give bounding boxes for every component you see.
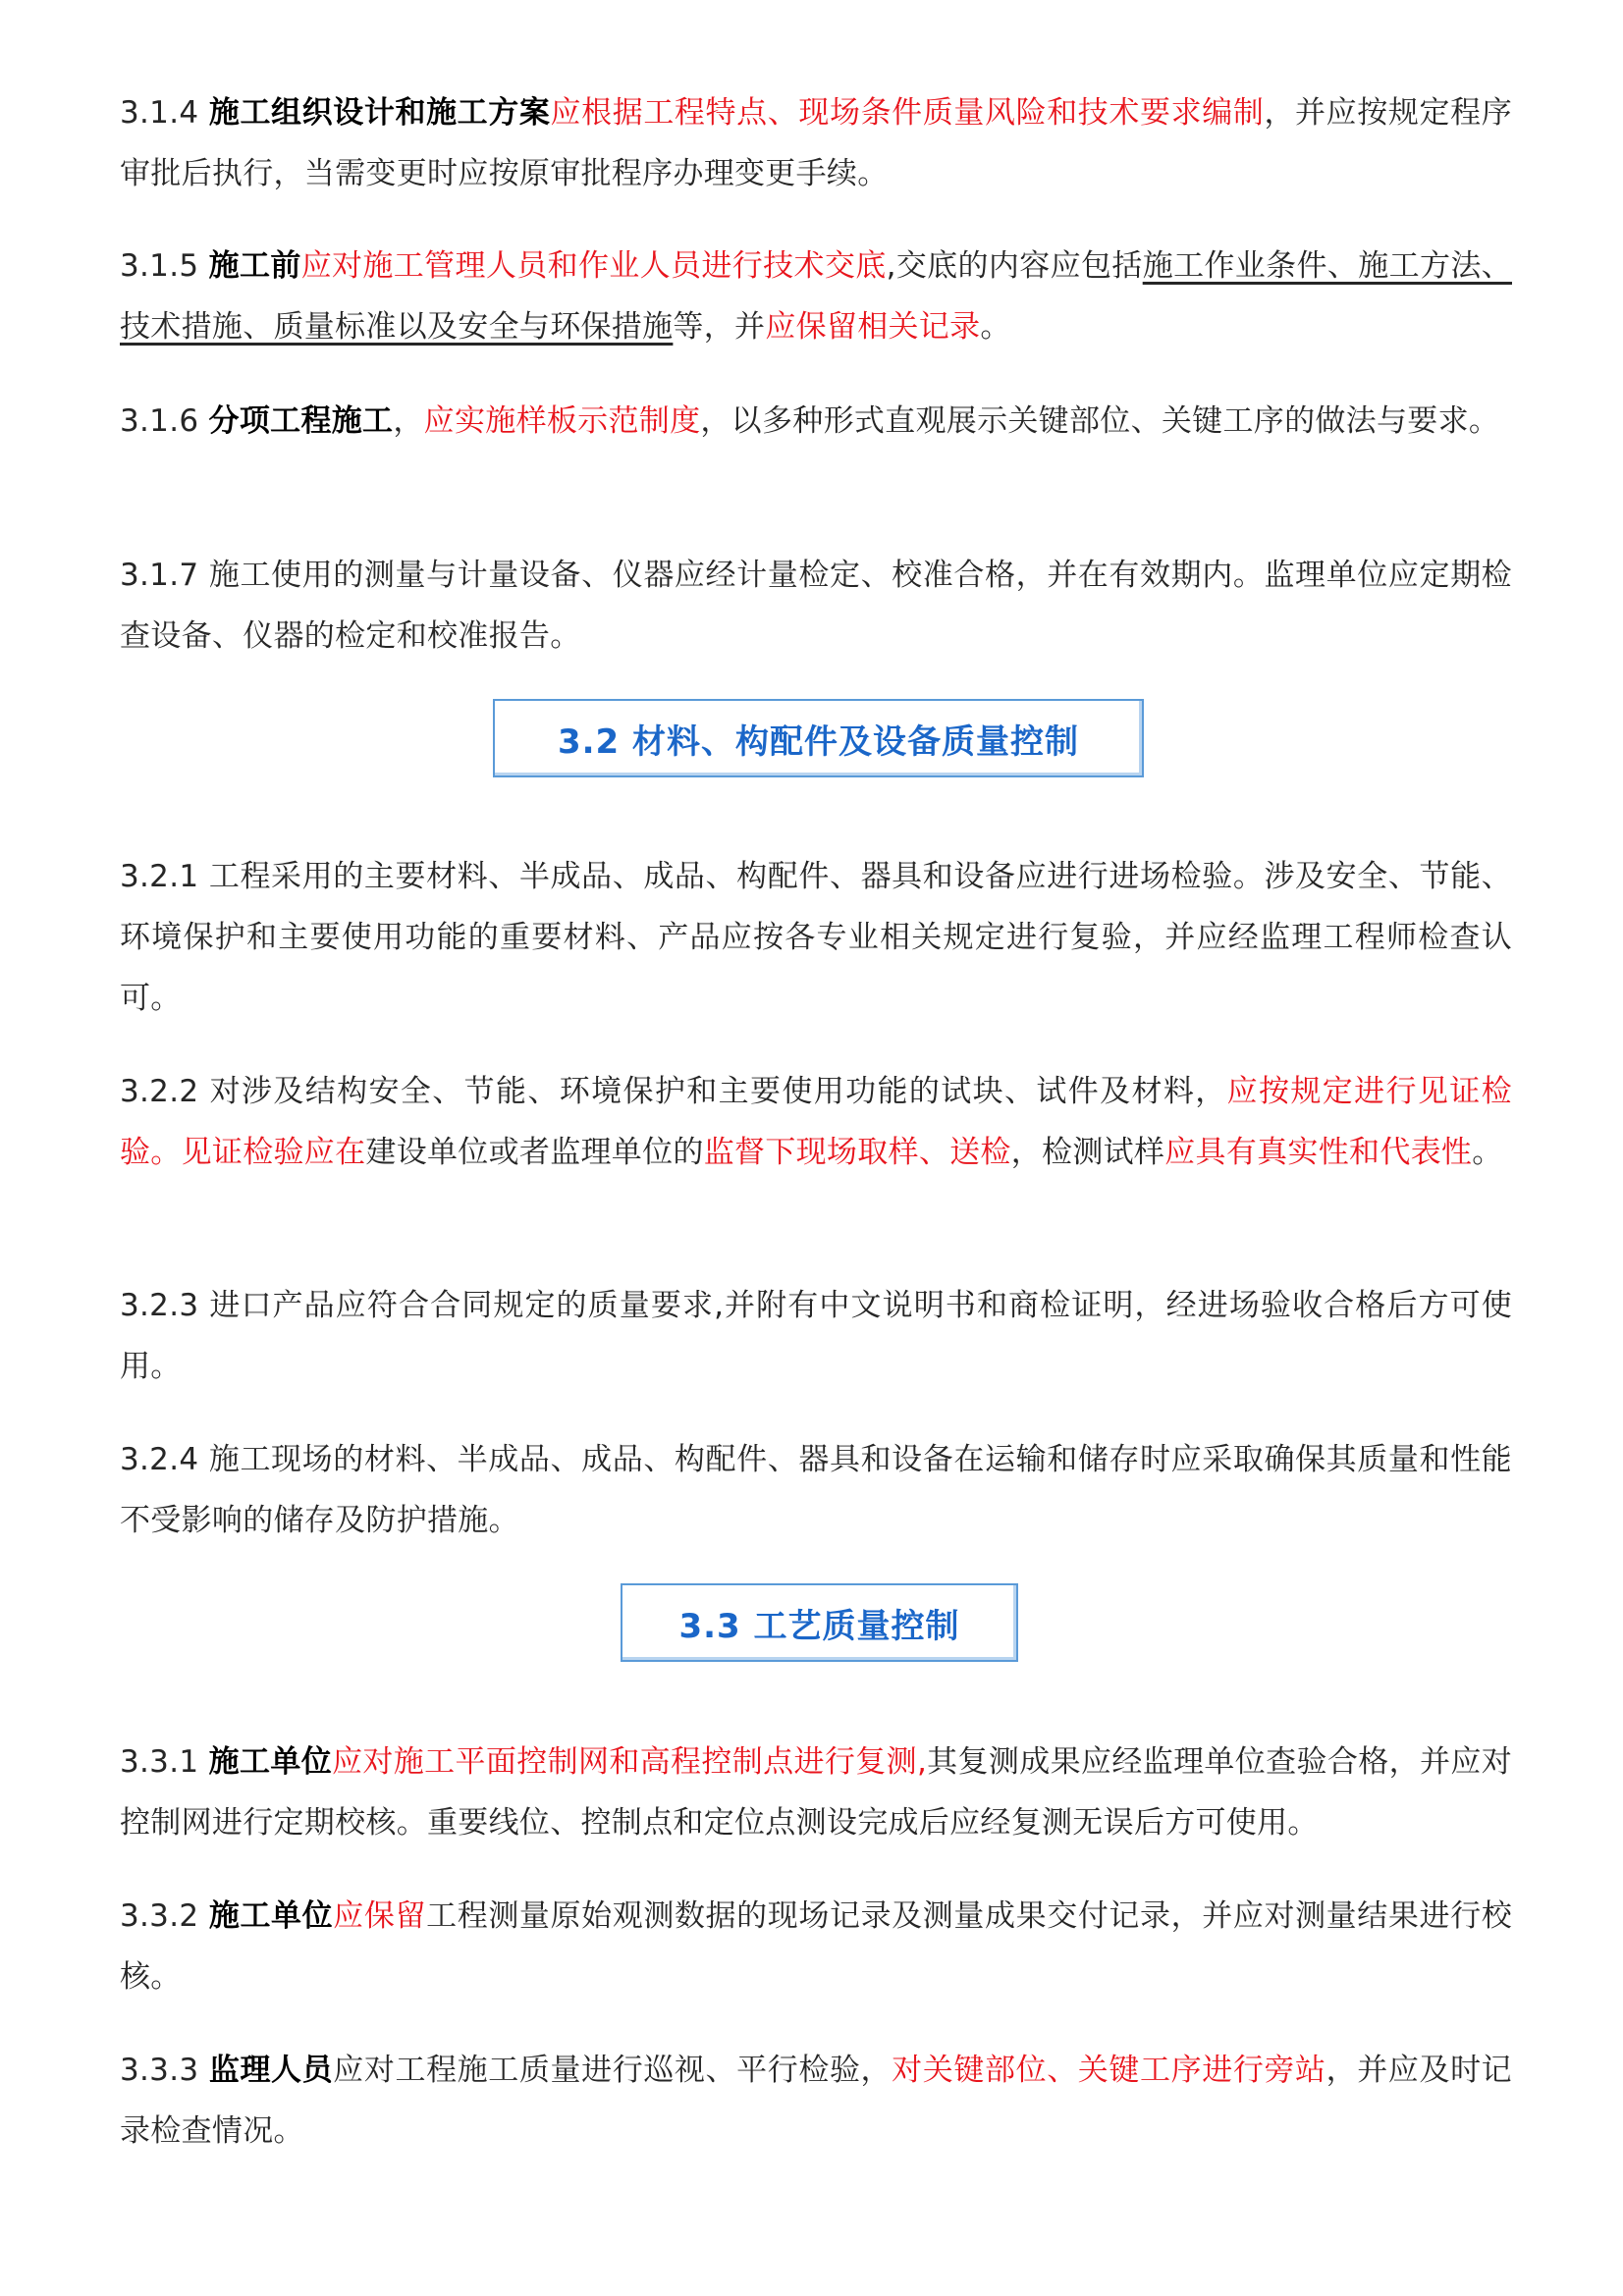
clause-3-1-5 — [120, 236, 1512, 357]
clause-3-2-1 — [120, 846, 1512, 1029]
clause-key-requirement: 应对施工管理人员和作业人员进行技术交底 — [300, 248, 887, 284]
clause-3-2-3 — [120, 1275, 1512, 1397]
clause-text: ,交底的内容应包括 — [886, 248, 1143, 284]
clause-3-3-2 — [120, 1886, 1512, 2007]
clause-text: 其复测成果应经监理单位查验合格，并应对控制网进行定期校核。重要线位、控制点和定位点测设完成后应经复测无误后方可使用。 — [120, 1744, 1512, 1841]
clause-3-2-2 — [120, 1061, 1512, 1183]
clause-text: ，以多种形式直观展示关键部位、关键工序的做法与要求。 — [700, 403, 1500, 439]
clause-key-requirement: 对关键部位、关键工序进行旁站 — [892, 2053, 1326, 2088]
clause-subject: 分项工程施工 — [208, 403, 394, 439]
clause-text: 3.2.1 工程采用的主要材料、半成品、成品、构配件、器具和设备应进行进场检验。涉及安全、节能、环境保护和主要使用功能的重要材料、产品应按各专业相关规定进行复验，并应经监理工程师检查认可。 — [120, 859, 1512, 1016]
clause-key-requirement: 应根据工程特点、现场条件质量风险和技术要求编制 — [550, 95, 1265, 131]
clause-3-1-4 — [120, 82, 1512, 204]
clause-number: 3.1.4 — [120, 95, 209, 131]
clause-key-requirement: 应对施工平面控制网和高程控制点进行复测, — [332, 1744, 928, 1780]
clause-3-1-6 — [120, 391, 1512, 452]
clause-text: 等，并 — [673, 309, 766, 345]
clause-subject: 施工前 — [208, 248, 301, 284]
clause-text: 3.2.3 进口产品应符合合同规定的质量要求,并附有中文说明书和商检证明，经进场验收合格后方可使用。 — [120, 1288, 1512, 1384]
clause-number: 3.3.1 — [120, 1744, 209, 1780]
clause-subject: 施工单位 — [208, 1898, 334, 1934]
clause-subject: 监理人员 — [208, 2053, 334, 2088]
clause-text: 应对工程施工质量进行巡视、平行检验， — [333, 2053, 893, 2088]
clause-text: ，并应按规定程序审批后执行，当需变更时应按原审批程序办理变更手续。 — [120, 95, 1512, 191]
clause-text: 建设单位或者监理单位的 — [365, 1135, 704, 1170]
section-heading-3-3 — [621, 1583, 1018, 1662]
clause-subject: 施工组织设计和施工方案 — [208, 95, 551, 131]
clause-key-requirement: 应保留 — [333, 1898, 427, 1934]
clause-key-requirement: 应按规定进行见证检验。见证检验应在 — [120, 1074, 1512, 1170]
clause-text: 。 — [1472, 1135, 1503, 1170]
section-heading-text: 3.2 材料、构配件及设备质量控制 — [557, 721, 1080, 762]
clause-text: 工程测量原始观测数据的现场记录及测量成果交付记录，并应对测量结果进行校核。 — [120, 1898, 1513, 1995]
section-heading-text: 3.3 工艺质量控制 — [678, 1606, 960, 1646]
clause-text: ，并应及时记录检查情况。 — [120, 2053, 1512, 2149]
clause-text: ， — [393, 403, 424, 439]
clause-underlined-text: 施工作业条件、施工方法、技术措施、质量标准以及安全与环保措施 — [120, 248, 1512, 345]
clause-key-requirement: 应实施样板示范制度 — [423, 403, 701, 439]
clause-number: 3.3.3 — [120, 2053, 209, 2088]
clause-number: 3.3.2 — [120, 1898, 209, 1934]
clause-3-3-1 — [120, 1732, 1512, 1853]
clause-text: 。 — [980, 309, 1011, 345]
clause-text: 3.1.7 施工使用的测量与计量设备、仪器应经计量检定、校准合格，并在有效期内。监理单位应定期检查设备、仪器的检定和校准报告。 — [120, 558, 1512, 654]
clause-text: 3.2.4 施工现场的材料、半成品、成品、构配件、器具和设备在运输和储存时应采取确保其质量和性能不受影响的储存及防护措施。 — [120, 1442, 1512, 1538]
clause-text: ，检测试样 — [1010, 1135, 1165, 1170]
clause-3-1-7 — [120, 545, 1512, 667]
section-heading-3-2 — [493, 699, 1144, 777]
clause-key-requirement: 应具有真实性和代表性 — [1164, 1135, 1473, 1170]
clause-number: 3.1.6 — [120, 403, 209, 439]
clause-3-3-3 — [120, 2040, 1512, 2162]
clause-key-requirement: 监督下现场取样、送检 — [703, 1135, 1011, 1170]
clause-3-2-4 — [120, 1429, 1512, 1551]
clause-key-requirement: 应保留相关记录 — [765, 309, 981, 345]
clause-number: 3.1.5 — [120, 248, 209, 284]
clause-subject: 施工单位 — [208, 1744, 333, 1780]
clause-text: 3.2.2 对涉及结构安全、节能、环境保护和主要使用功能的试块、试件及材料， — [120, 1074, 1227, 1109]
